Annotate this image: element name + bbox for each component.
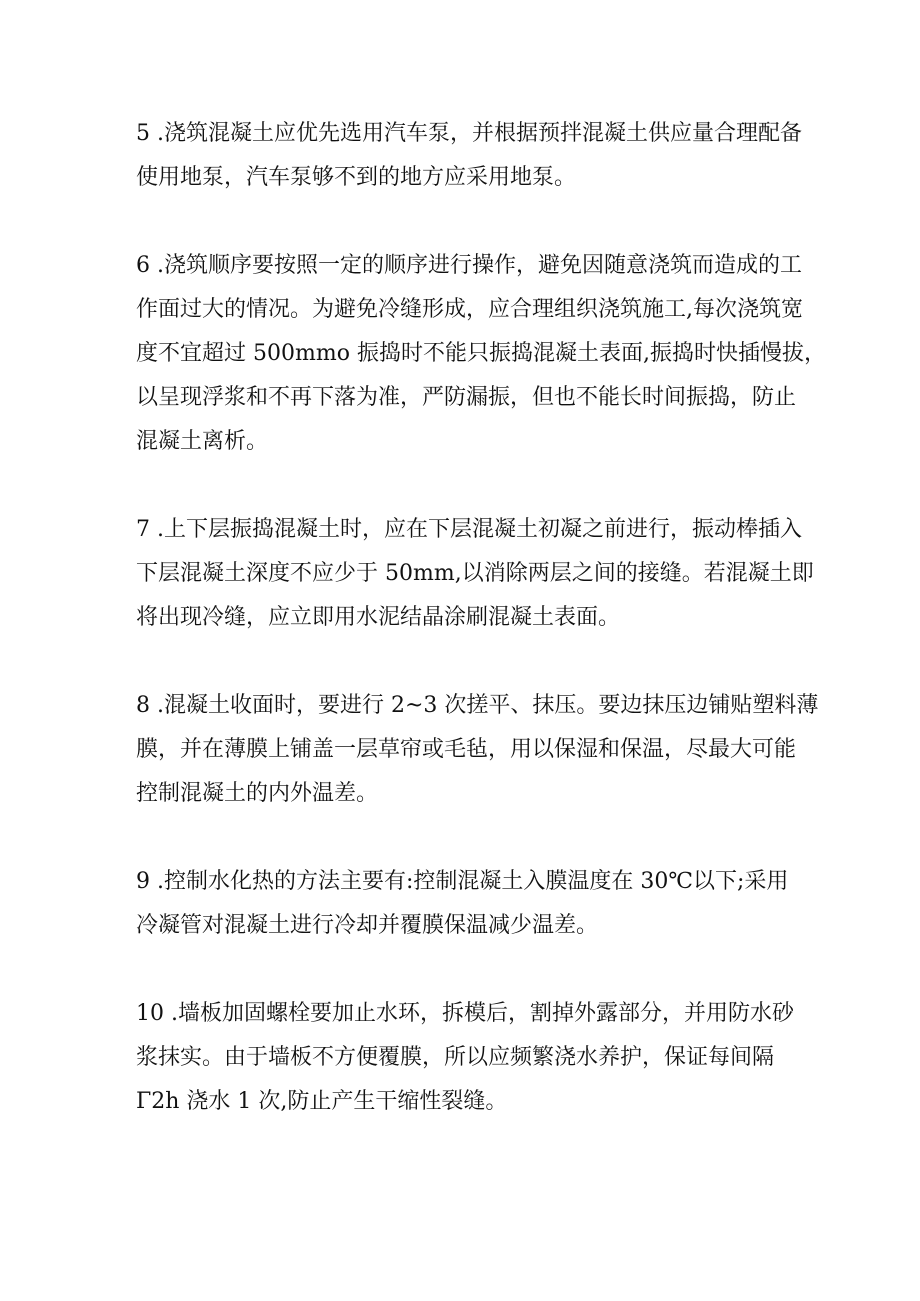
text-line: 冷凝管对混凝土进行冷却并覆膜保温减少温差。 — [136, 913, 599, 938]
text-line: 膜，并在薄膜上铺盖一层草帘或毛毡，用以保湿和保温，尽最大可能 — [136, 737, 797, 762]
text-line: 5 .浇筑混凝土应优先选用汽车泵，并根据预拌混凝土供应量合理配备 — [136, 121, 802, 146]
text-line: 作面过大的情况。为避免冷缝形成，应合理组织浇筑施工,每次浇筑宽 — [136, 297, 803, 322]
text-line: 将出现冷缝，应立即用水泥结晶涂刷混凝土表面。 — [136, 605, 621, 630]
text-line: 10 .墙板加固螺栓要加止水环，拆模后，割掉外露部分，并用防水砂 — [136, 1001, 794, 1026]
text-line: 7 .上下层振捣混凝土时，应在下层混凝土初凝之前进行，振动棒插入 — [136, 517, 802, 542]
paragraph-item-6 — [136, 244, 826, 464]
text-line: 浆抹实。由于墙板不方便覆膜，所以应频繁浇水养护，保证每间隔 — [136, 1045, 775, 1070]
paragraph-item-9 — [136, 860, 796, 948]
text-line: 混凝土离析。 — [136, 429, 269, 454]
text-line: 下层混凝土深度不应少于 50mm,以消除两层之间的接缝。若混凝土即 — [136, 561, 814, 586]
document-body — [136, 112, 826, 1168]
paragraph-item-7 — [136, 508, 814, 640]
text-line: 8 .混凝土收面时，要进行 2~3 次搓平、抹压。要边抹压边铺贴塑料薄 — [136, 693, 819, 718]
text-line: 以呈现浮浆和不再下落为准，严防漏振，但也不能长时间振捣，防止 — [136, 385, 797, 410]
text-line: 9 .控制水化热的方法主要有:控制混凝土入膜温度在 30℃以下;采用 — [136, 869, 789, 894]
text-line: 使用地泵，汽车泵够不到的地方应采用地泵。 — [136, 165, 577, 190]
text-line: 控制混凝土的内外温差。 — [136, 781, 379, 806]
paragraph-item-5 — [136, 112, 802, 200]
paragraph-item-10 — [136, 992, 796, 1124]
paragraph-item-8 — [136, 684, 819, 816]
text-line: 度不宜超过 500mmo 振捣时不能只振捣混凝土表面,振捣时快插慢拔， — [136, 341, 826, 366]
text-line: Γ2h 浇水 1 次,防止产生干缩性裂缝。 — [136, 1089, 508, 1114]
text-line: 6 .浇筑顺序要按照一定的顺序进行操作，避免因随意浇筑而造成的工 — [136, 253, 802, 278]
